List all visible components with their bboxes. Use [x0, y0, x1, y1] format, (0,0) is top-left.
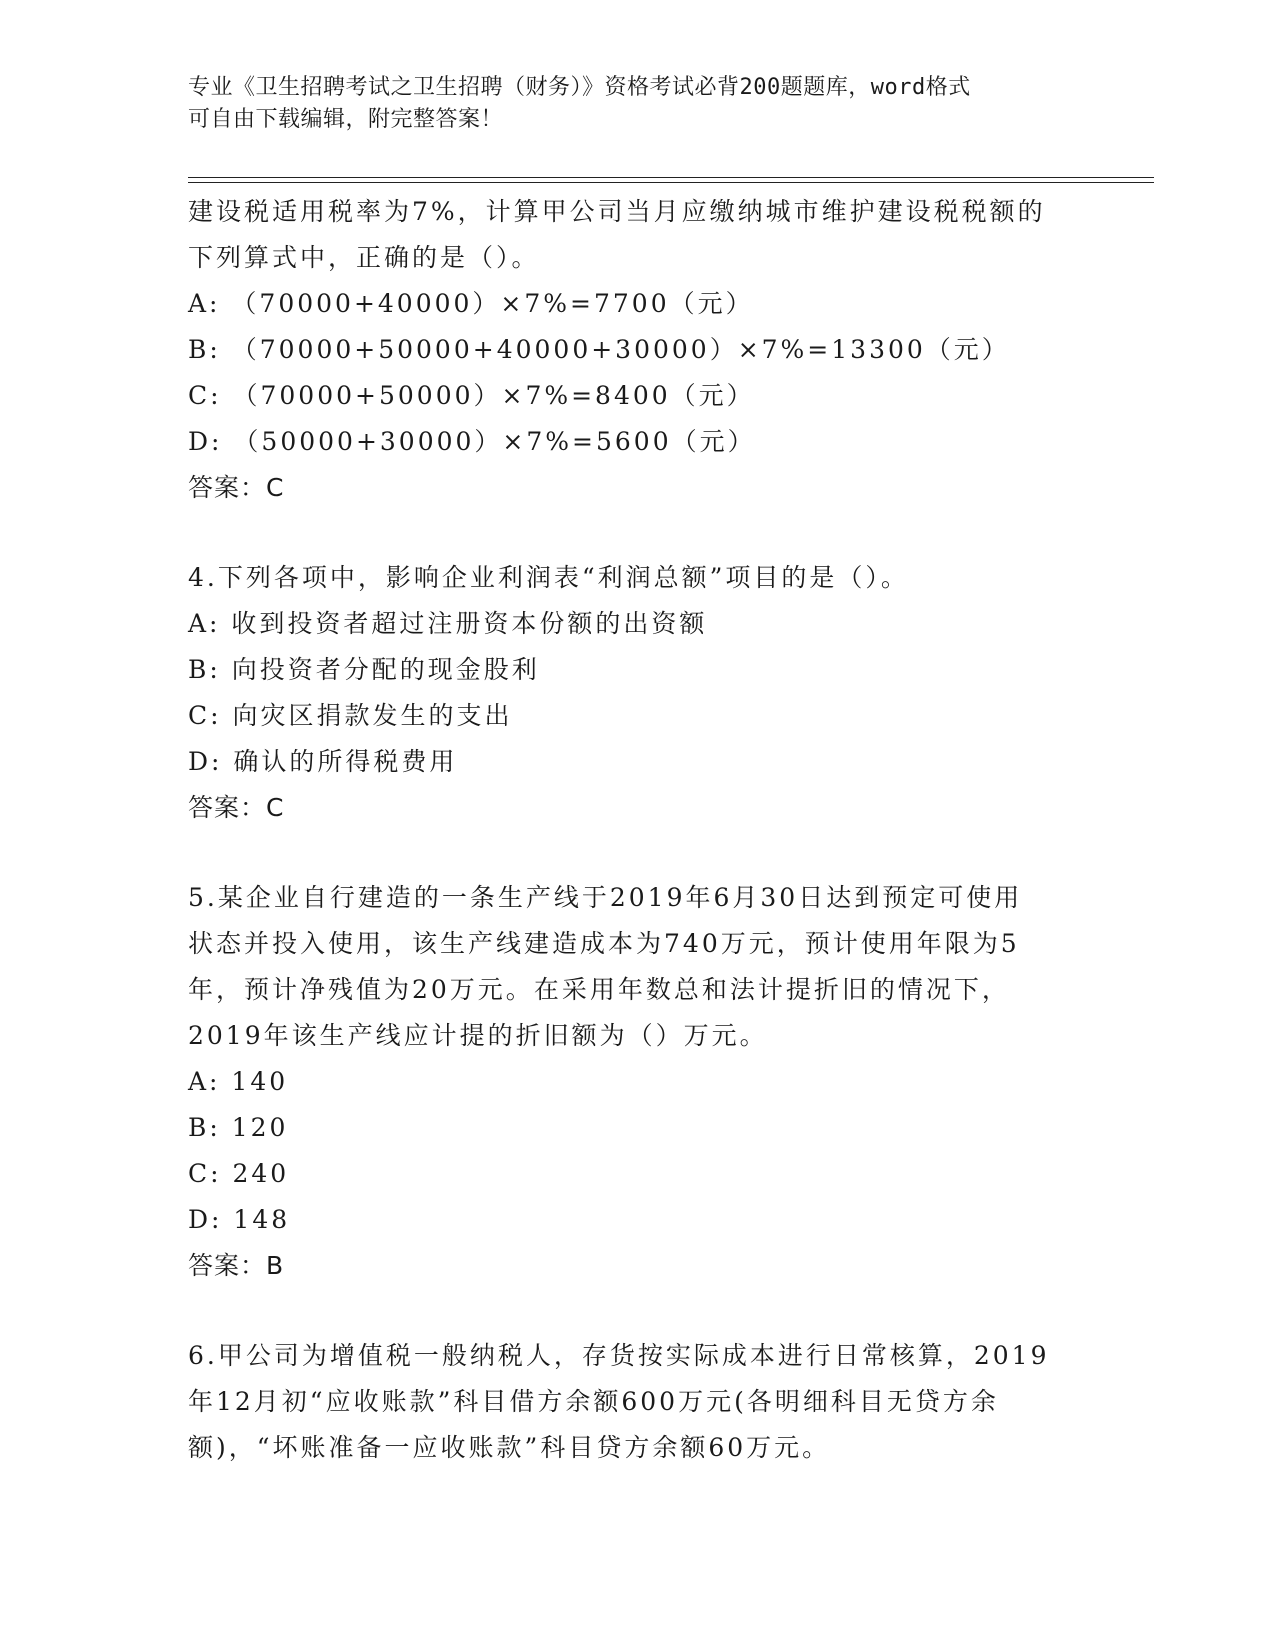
- question-4: [188, 555, 1088, 831]
- answer-line: 答案：B: [188, 1251, 285, 1280]
- question-spacer: [188, 831, 1088, 875]
- option-c: C: 向灾区捐款发生的支出: [188, 701, 513, 730]
- document-header: [188, 72, 1088, 136]
- question-stem-line: 下列算式中，正确的是（）。: [188, 243, 540, 272]
- question-5: [188, 875, 1088, 1289]
- header-line-1: 专业《卫生招聘考试之卫生招聘（财务）》资格考试必背200题题库，word格式: [188, 75, 971, 100]
- option-a: A: 140: [188, 1067, 289, 1096]
- question-stem-line: 额)，“坏账准备一应收账款”科目贷方余额60万元。: [188, 1433, 831, 1462]
- option-d: D: （50000+30000）×7%=5600（元）: [188, 427, 756, 456]
- question-stem-line: 5.某企业自行建造的一条生产线于2019年6月30日达到预定可使用: [188, 883, 1023, 912]
- question-3: [188, 189, 1088, 511]
- option-d: D: 148: [188, 1205, 291, 1234]
- question-stem-line: 状态并投入使用，该生产线建造成本为740万元，预计使用年限为5: [188, 929, 1020, 958]
- question-stem-line: 年，预计净残值为20万元。在采用年数总和法计提折旧的情况下，: [188, 975, 1010, 1004]
- option-b: B: （70000+50000+40000+30000）×7%=13300（元）: [188, 335, 1010, 364]
- option-c: C: （70000+50000）×7%=8400（元）: [188, 381, 755, 410]
- question-stem-line: 年12月初“应收账款”科目借方余额600万元(各明细科目无贷方余: [188, 1387, 999, 1416]
- header-divider-top: [188, 177, 1154, 178]
- question-stem-line: 6.甲公司为增值税一般纳税人，存货按实际成本进行日常核算，2019: [188, 1341, 1050, 1370]
- question-stem-line: 4.下列各项中，影响企业利润表“利润总额”项目的是（）。: [188, 563, 909, 592]
- question-spacer: [188, 1289, 1088, 1333]
- answer-line: 答案：C: [188, 793, 285, 822]
- question-spacer: [188, 511, 1088, 555]
- header-line-2: 可自由下载编辑，附完整答案！: [188, 107, 504, 132]
- option-b: B: 向投资者分配的现金股利: [188, 655, 540, 684]
- question-6: [188, 1333, 1088, 1471]
- option-a: A: 收到投资者超过注册资本份额的出资额: [188, 609, 708, 638]
- option-c: C: 240: [188, 1159, 290, 1188]
- question-list: [188, 189, 1088, 1471]
- option-d: D: 确认的所得税费用: [188, 747, 458, 776]
- option-b: B: 120: [188, 1113, 289, 1142]
- question-stem-line: 建设税适用税率为7%，计算甲公司当月应缴纳城市维护建设税税额的: [188, 197, 1046, 226]
- question-stem-line: 2019年该生产线应计提的折旧额为（）万元。: [188, 1021, 768, 1050]
- answer-line: 答案：C: [188, 473, 285, 502]
- header-divider-bottom: [188, 182, 1154, 183]
- option-a: A: （70000+40000）×7%=7700（元）: [188, 289, 754, 318]
